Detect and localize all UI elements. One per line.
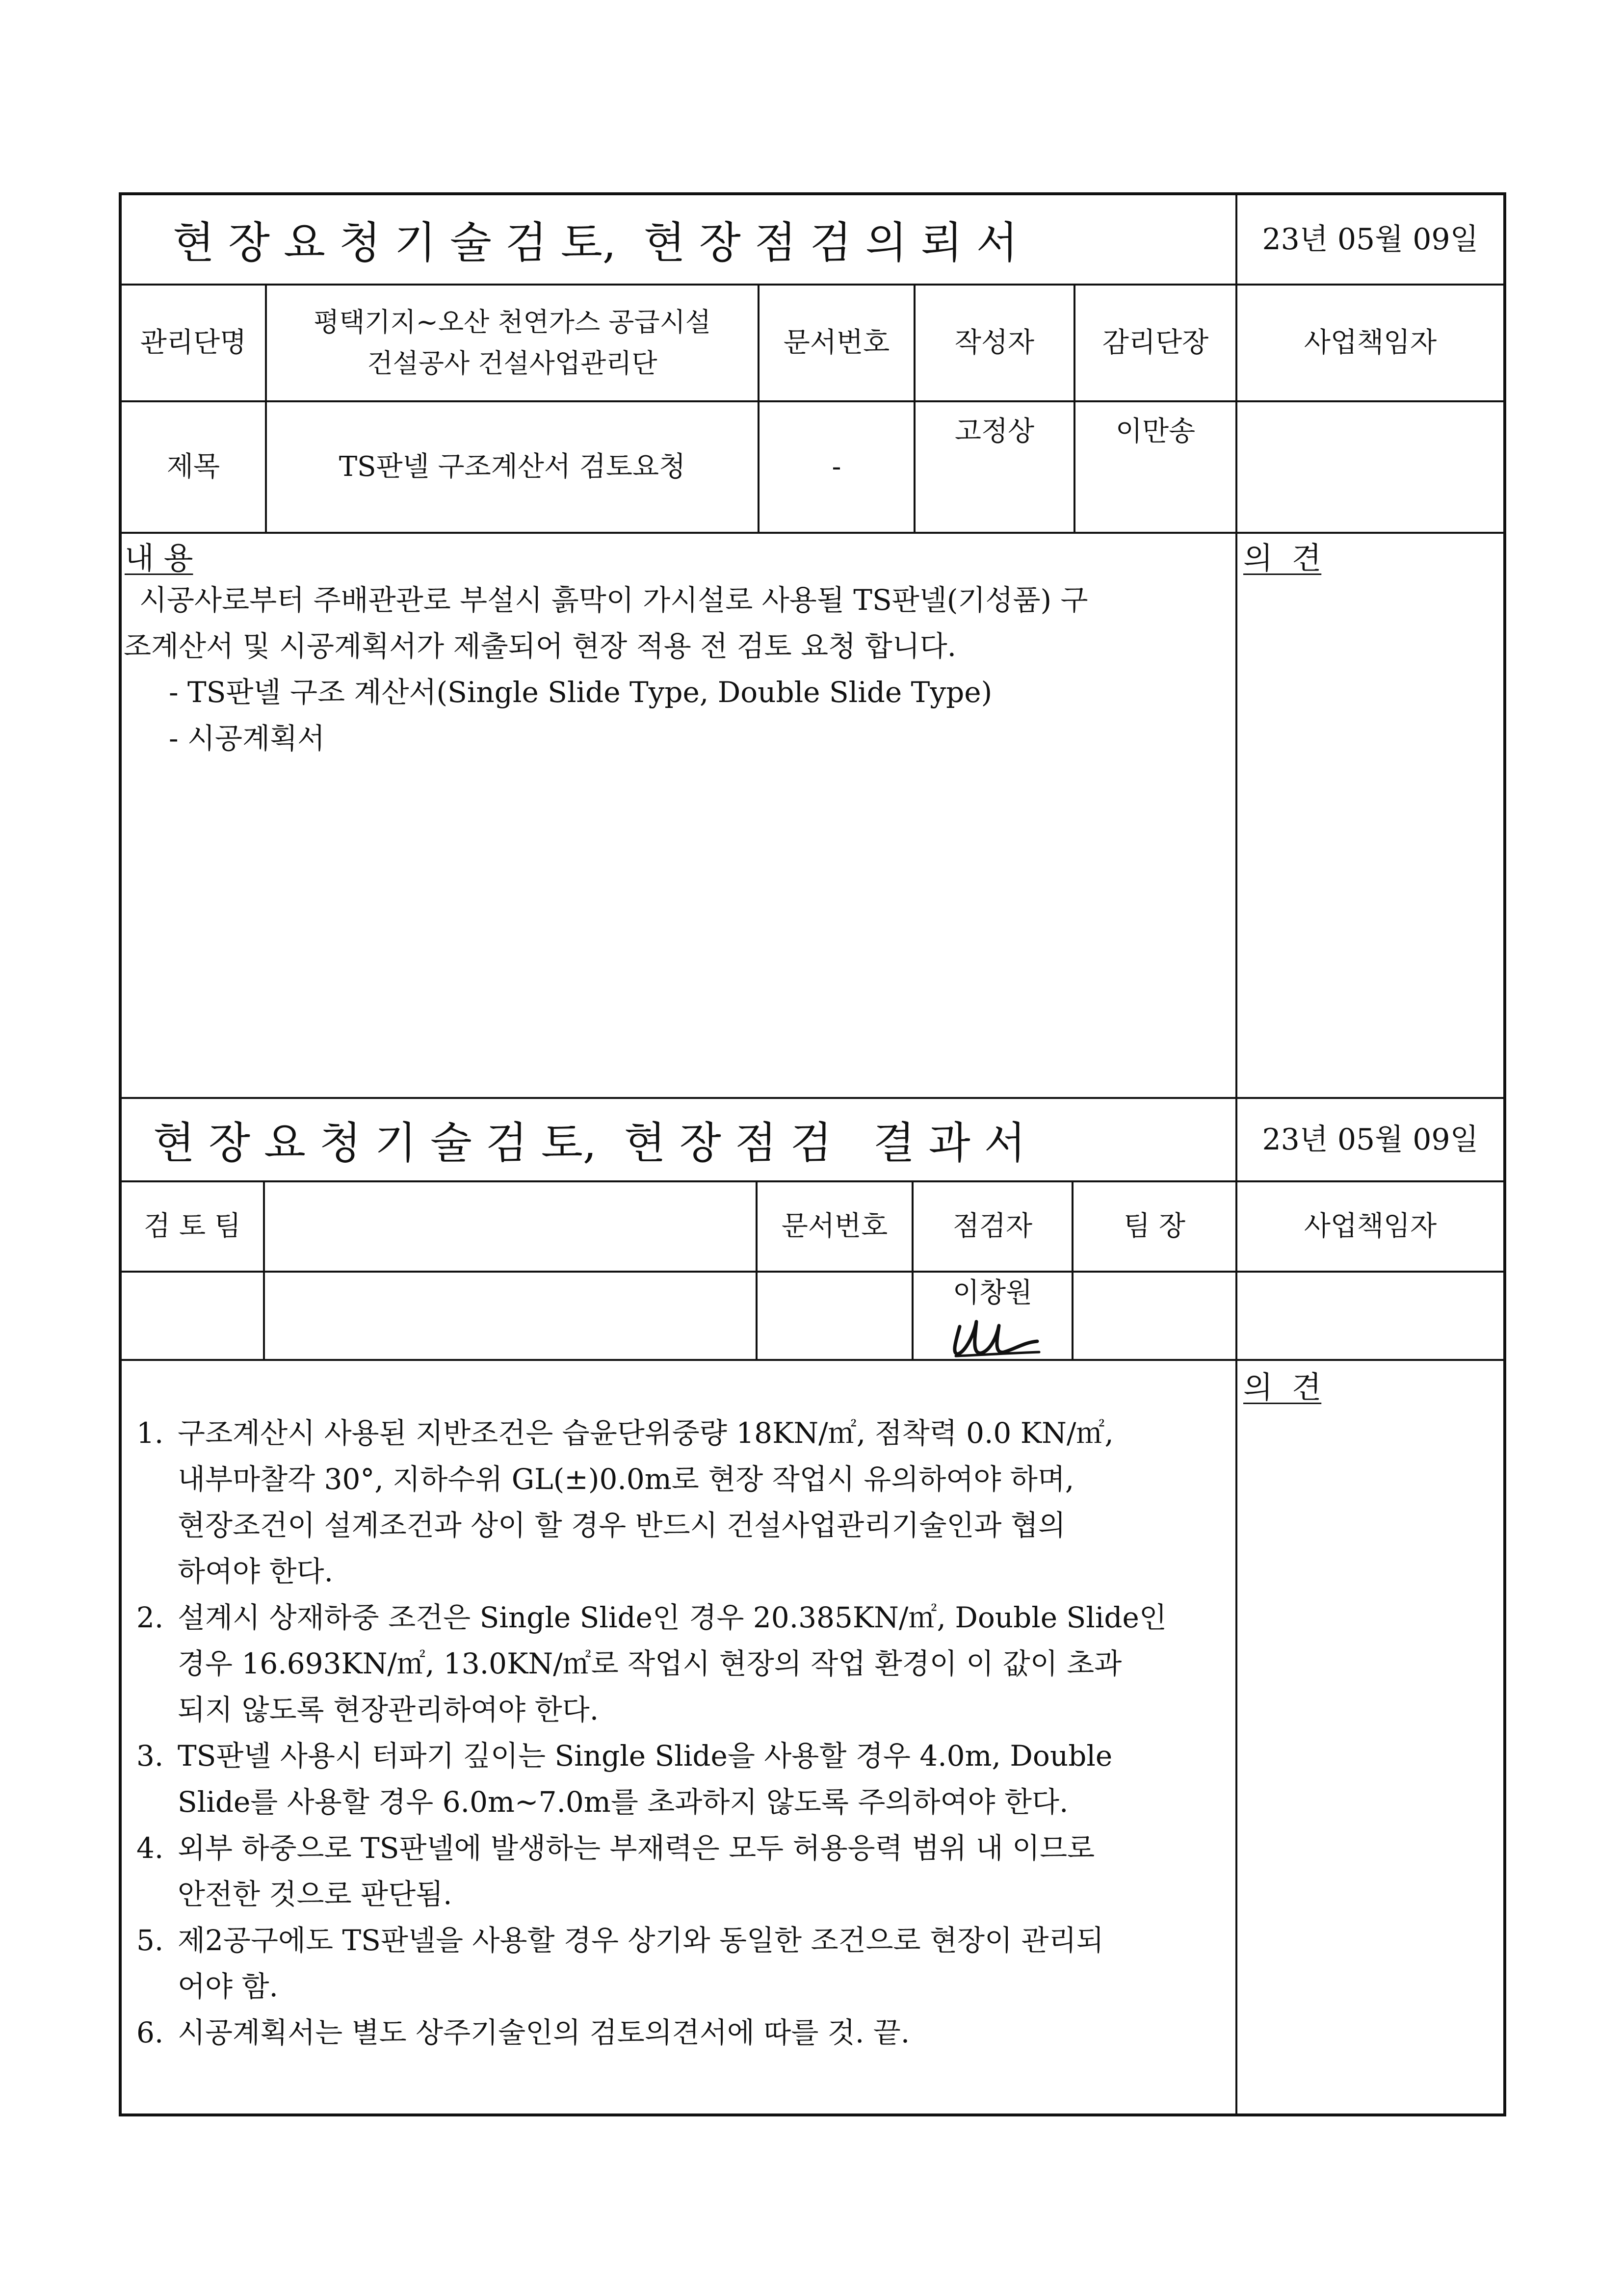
request-opinion-label: 의 견 — [1243, 540, 1322, 576]
content-label: 내 용 — [125, 540, 193, 576]
manager-value — [1237, 402, 1503, 532]
request-date: 23년 05월 09일 — [1262, 222, 1479, 257]
result-item — [136, 2009, 1227, 2056]
supervisor-header: 감리단장 — [1102, 327, 1209, 359]
subject-value: TS판넬 구조계산서 검토요청 — [339, 451, 686, 483]
org-label: 관리단명 — [140, 327, 247, 359]
result-items — [136, 1410, 1227, 2056]
inspector-signature — [946, 1307, 1044, 1361]
org-value — [267, 286, 758, 400]
request-content — [122, 577, 1231, 761]
result-item — [136, 1594, 1227, 1733]
result-item — [136, 1825, 1227, 1917]
result-item — [136, 1733, 1227, 1825]
result-doc-no-header: 문서번호 — [781, 1210, 888, 1242]
result-item — [136, 1410, 1227, 1594]
subject-label: 제목 — [166, 451, 220, 483]
team-leader-header: 팀 장 — [1124, 1210, 1185, 1242]
result-date: 23년 05월 09일 — [1262, 1122, 1479, 1157]
result-item-line: Slide를 사용할 경우 6.0m~7.0m를 초과하지 않도록 주의하여야 한다. — [178, 1785, 1069, 1819]
result-item-text — [178, 2009, 1227, 2056]
result-item-number: 2. — [136, 1601, 164, 1634]
inspector-value: 이창원 — [952, 1277, 1033, 1309]
result-item-line: 경우 16.693KN/㎡, 13.0KN/㎡로 작업시 현장의 작업 환경이 이 값이 초과 — [178, 1647, 1122, 1680]
content-line-3: - TS판넬 구조 계산서(Single Slide Type, Double Slide Type) — [169, 676, 993, 709]
request-title: 현 장 요 청 기 술 검 토, 현 장 점 검 의 뢰 서 — [173, 217, 1018, 268]
result-item-line: 시공계획서는 별도 상주기술인의 검토의견서에 따를 것. 끝. — [178, 2016, 910, 2049]
content-line-2: 조계산서 및 시공계획서가 제출되어 현장 적용 전 검토 요청 합니다. — [124, 629, 957, 663]
supervisor-value: 이만송 — [1115, 416, 1196, 447]
result-item-line: 외부 하중으로 TS판넬에 발생하는 부재력은 모두 허용응력 범위 내 이므로 — [178, 1831, 1095, 1865]
result-item-text — [178, 1410, 1227, 1594]
rule-v-s1 — [263, 1180, 265, 1359]
writer-header: 작성자 — [954, 327, 1035, 359]
result-title: 현 장 요 청 기 술 검 토, 현 장 점 검 결 과 서 — [153, 1118, 1026, 1168]
result-item-number: 1. — [136, 1416, 164, 1450]
content-line-4: - 시공계획서 — [169, 722, 325, 755]
result-item-number: 6. — [136, 2016, 164, 2049]
result-item-line: 설계시 상재하중 조건은 Single Slide인 경우 20.385KN/㎡, Double Slide인 — [178, 1601, 1167, 1634]
result-item — [136, 1917, 1227, 2009]
team-header: 검 토 팀 — [144, 1210, 241, 1242]
inspector-header: 점검자 — [952, 1210, 1033, 1242]
org-value-line1: 평택기지~오산 천연가스 공급시설 — [314, 307, 711, 338]
result-opinion-label: 의 견 — [1243, 1369, 1322, 1405]
result-manager-header: 사업책임자 — [1304, 1210, 1437, 1242]
result-item-line: TS판넬 사용시 터파기 깊이는 Single Slide을 사용할 경우 4.0m, Double — [178, 1739, 1113, 1773]
result-item-text — [178, 1594, 1227, 1733]
result-item-number: 5. — [136, 1924, 164, 1957]
result-item-line: 되지 않도록 현장관리하여야 한다. — [178, 1693, 599, 1726]
content-line-1: 시공사로부터 주배관관로 부설시 흙막이 가시설로 사용될 TS판넬(기성품) 구 — [139, 583, 1088, 617]
writer-value: 고정상 — [954, 416, 1035, 447]
result-item-text — [178, 1733, 1227, 1825]
org-value-line2: 건설공사 건설사업관리단 — [367, 348, 657, 379]
doc-no-header: 문서번호 — [783, 327, 890, 359]
result-item-line: 어야 함. — [178, 1970, 278, 2003]
result-item-text — [178, 1917, 1227, 2009]
rule-h-7 — [122, 1359, 1503, 1361]
manager-header: 사업책임자 — [1304, 327, 1437, 359]
inspection-form — [119, 192, 1506, 2116]
result-item-line: 내부마찰각 30°, 지하수위 GL(±)0.0m로 현장 작업시 유의하여야 하며, — [178, 1462, 1074, 1496]
result-item-line: 안전한 것으로 판단됨. — [178, 1878, 452, 1911]
result-item-number: 3. — [136, 1739, 164, 1773]
rule-h-6 — [122, 1271, 1503, 1273]
result-item-line: 제2공구에도 TS판넬을 사용할 경우 상기와 동일한 조건으로 현장이 관리되 — [178, 1924, 1104, 1957]
result-item-line: 하여야 한다. — [178, 1555, 334, 1588]
result-item-text — [178, 1825, 1227, 1917]
result-item-number: 4. — [136, 1831, 164, 1865]
result-item-line: 현장조건이 설계조건과 상이 할 경우 반드시 건설사업관리기술인과 협의 — [178, 1509, 1066, 1542]
result-item-line: 구조계산시 사용된 지반조건은 습윤단위중량 18KN/㎡, 점착력 0.0 KN/㎡, — [178, 1416, 1114, 1450]
doc-no-value: - — [832, 451, 841, 483]
